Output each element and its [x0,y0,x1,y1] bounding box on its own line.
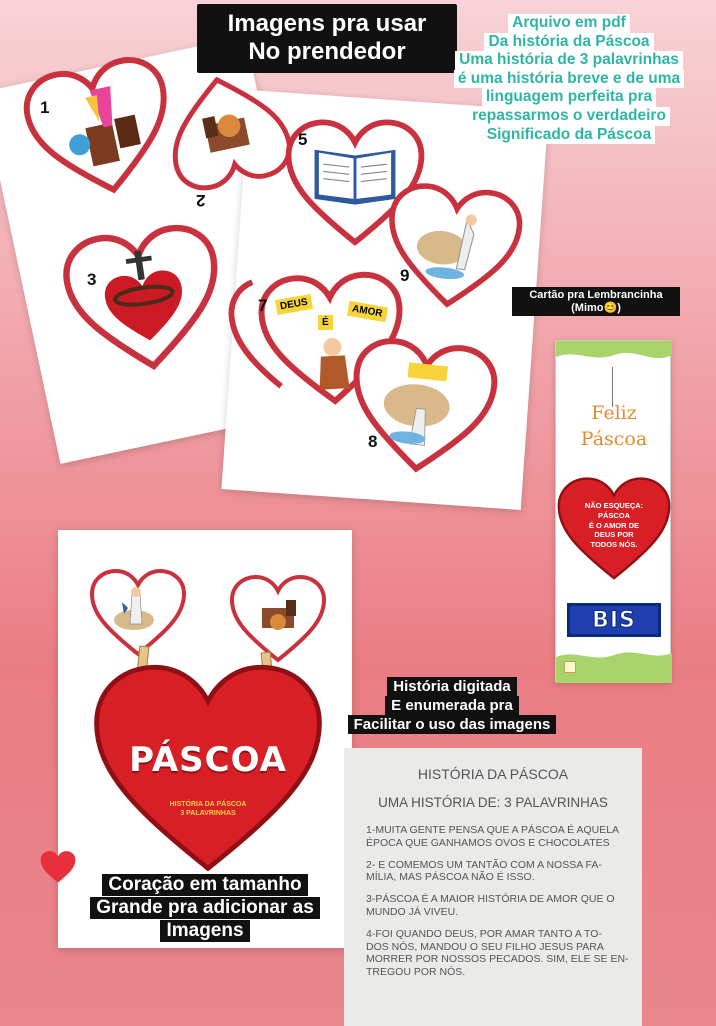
bookmark-logo [564,661,576,673]
story-line: 3-PÁSCOA É A MAIOR HISTÓRIA DE AMOR QUE O [366,893,615,906]
bookmark-greeting-line2: Páscoa [580,427,648,450]
historia-line2: E enumerada pra [385,696,519,715]
story-line: 4-FOI QUANDO DEUS, POR AMAR TANTO A TO- [366,927,602,940]
small-heart-jesus [88,568,188,658]
story-line: 1-MUITA GENTE PENSA QUE A PÁSCOA É AQUELA [366,824,620,836]
story-title: HISTÓRIA DA PÁSCOA [417,766,569,782]
e-text: É [322,317,329,328]
coracao-line1-text: Coração em tamanho [108,874,302,895]
story-subtitle: UMA HISTÓRIA DE: 3 PALAVRINHAS [378,795,608,810]
story-line: MORRER POR NOSSOS PECADOS. SIM, ELE SE EN- [366,953,629,966]
story-line: DOS NÓS, MANDOU O SEU FILHO JESUS PARA [366,940,604,953]
small-heart-family [228,574,328,664]
bookmark-heart-line5: TODOS NÓS. [590,540,638,549]
pdf-info-line7: Significado da Páscoa [483,126,656,145]
story-line: MUNDO JÁ VIVEU. [366,905,459,918]
story-body [366,824,642,979]
deus-text: DEUS [279,296,309,313]
story-line: ÉPOCA QUE GANHAMOS OVOS E CHOCOLATES [366,836,610,849]
story-line: 2- E COMEMOS UM TANTÃO COM A NOSSA FA- [366,858,602,871]
historia-line1: História digitada [387,677,517,696]
pdf-info-line3: Uma história de 3 palavrinhas [455,51,683,70]
historia-line3: Facilitar o uso das imagens [348,715,557,734]
coracao-line1 [102,874,307,896]
coracao-line2 [90,897,320,919]
bookmark-heart-line4: DEUS POR [594,530,634,540]
caption-imagens-line2: No prendedor [248,37,406,65]
big-heart-subtitle-line1: HISTÓRIA DA PÁSCOA [169,801,247,808]
bookmark-heart-text [566,501,662,550]
caption-coracao [74,870,336,946]
coracao-line2-text: Grande pra adicionar as [96,896,314,918]
caption-historia [330,678,574,734]
heart-number-2: 2 [196,191,206,210]
bookmark-heart-line1: NÃO ESQUEÇA: [584,501,644,510]
pdf-info-line6: repassarmos o verdadeiro [468,107,670,126]
bookmark-top-wave [556,341,672,365]
bookmark-heart-line2: PÁSCOA [597,510,631,520]
story-line: TREGOU POR NÓS. [366,966,466,979]
bookmark-greeting [556,401,672,452]
big-heart-title: PÁSCOA [129,740,287,780]
caption-cartao [512,287,680,316]
coracao-line3 [160,920,249,942]
e-sign [318,315,333,330]
story-line: MÍLIA, MAS PÁSCOA NÃO É ISSO. [366,871,535,884]
pdf-info-line5: linguagem perfeita pra [482,88,656,107]
big-heart-subtitle-line2: 3 PALAVRINHAS [180,810,236,818]
heart-number-3: 3 [87,270,97,289]
heart-number-9: 9 [400,266,410,285]
heart-card-8 [338,332,506,482]
bis-candy [567,603,661,637]
heart-number-8: 8 [368,432,378,451]
bookmark-greeting-line1: Feliz [591,402,637,424]
amor-text: AMOR [351,303,384,320]
heart-number-1: 1 [40,98,50,117]
pdf-info-line4: é uma história breve e de uma [454,70,684,89]
caption-imagens [197,4,457,73]
caption-pdf-info [422,14,716,144]
bis-candy-text: BIS [592,607,636,633]
bookmark-card [555,340,671,682]
pdf-info-line1: Arquivo em pdf [508,14,630,33]
cartao-line1: Cartão pra Lembrancinha [529,289,663,301]
coracao-line3-text: Imagens [166,919,244,941]
pdf-info-line2: Da história da Páscoa [484,33,653,52]
heart-number-7: 7 [258,296,268,315]
big-heart-subtitle [86,800,330,818]
caption-imagens-line1: Imagens pra usar [227,10,427,37]
bookmark-heart-line3: É O AMOR DE [588,520,640,530]
decorative-heart-icon [38,850,78,884]
heart-number-5: 5 [298,130,308,149]
story-document [344,748,642,1026]
cartao-line2: (Mimo😊) [571,301,621,314]
